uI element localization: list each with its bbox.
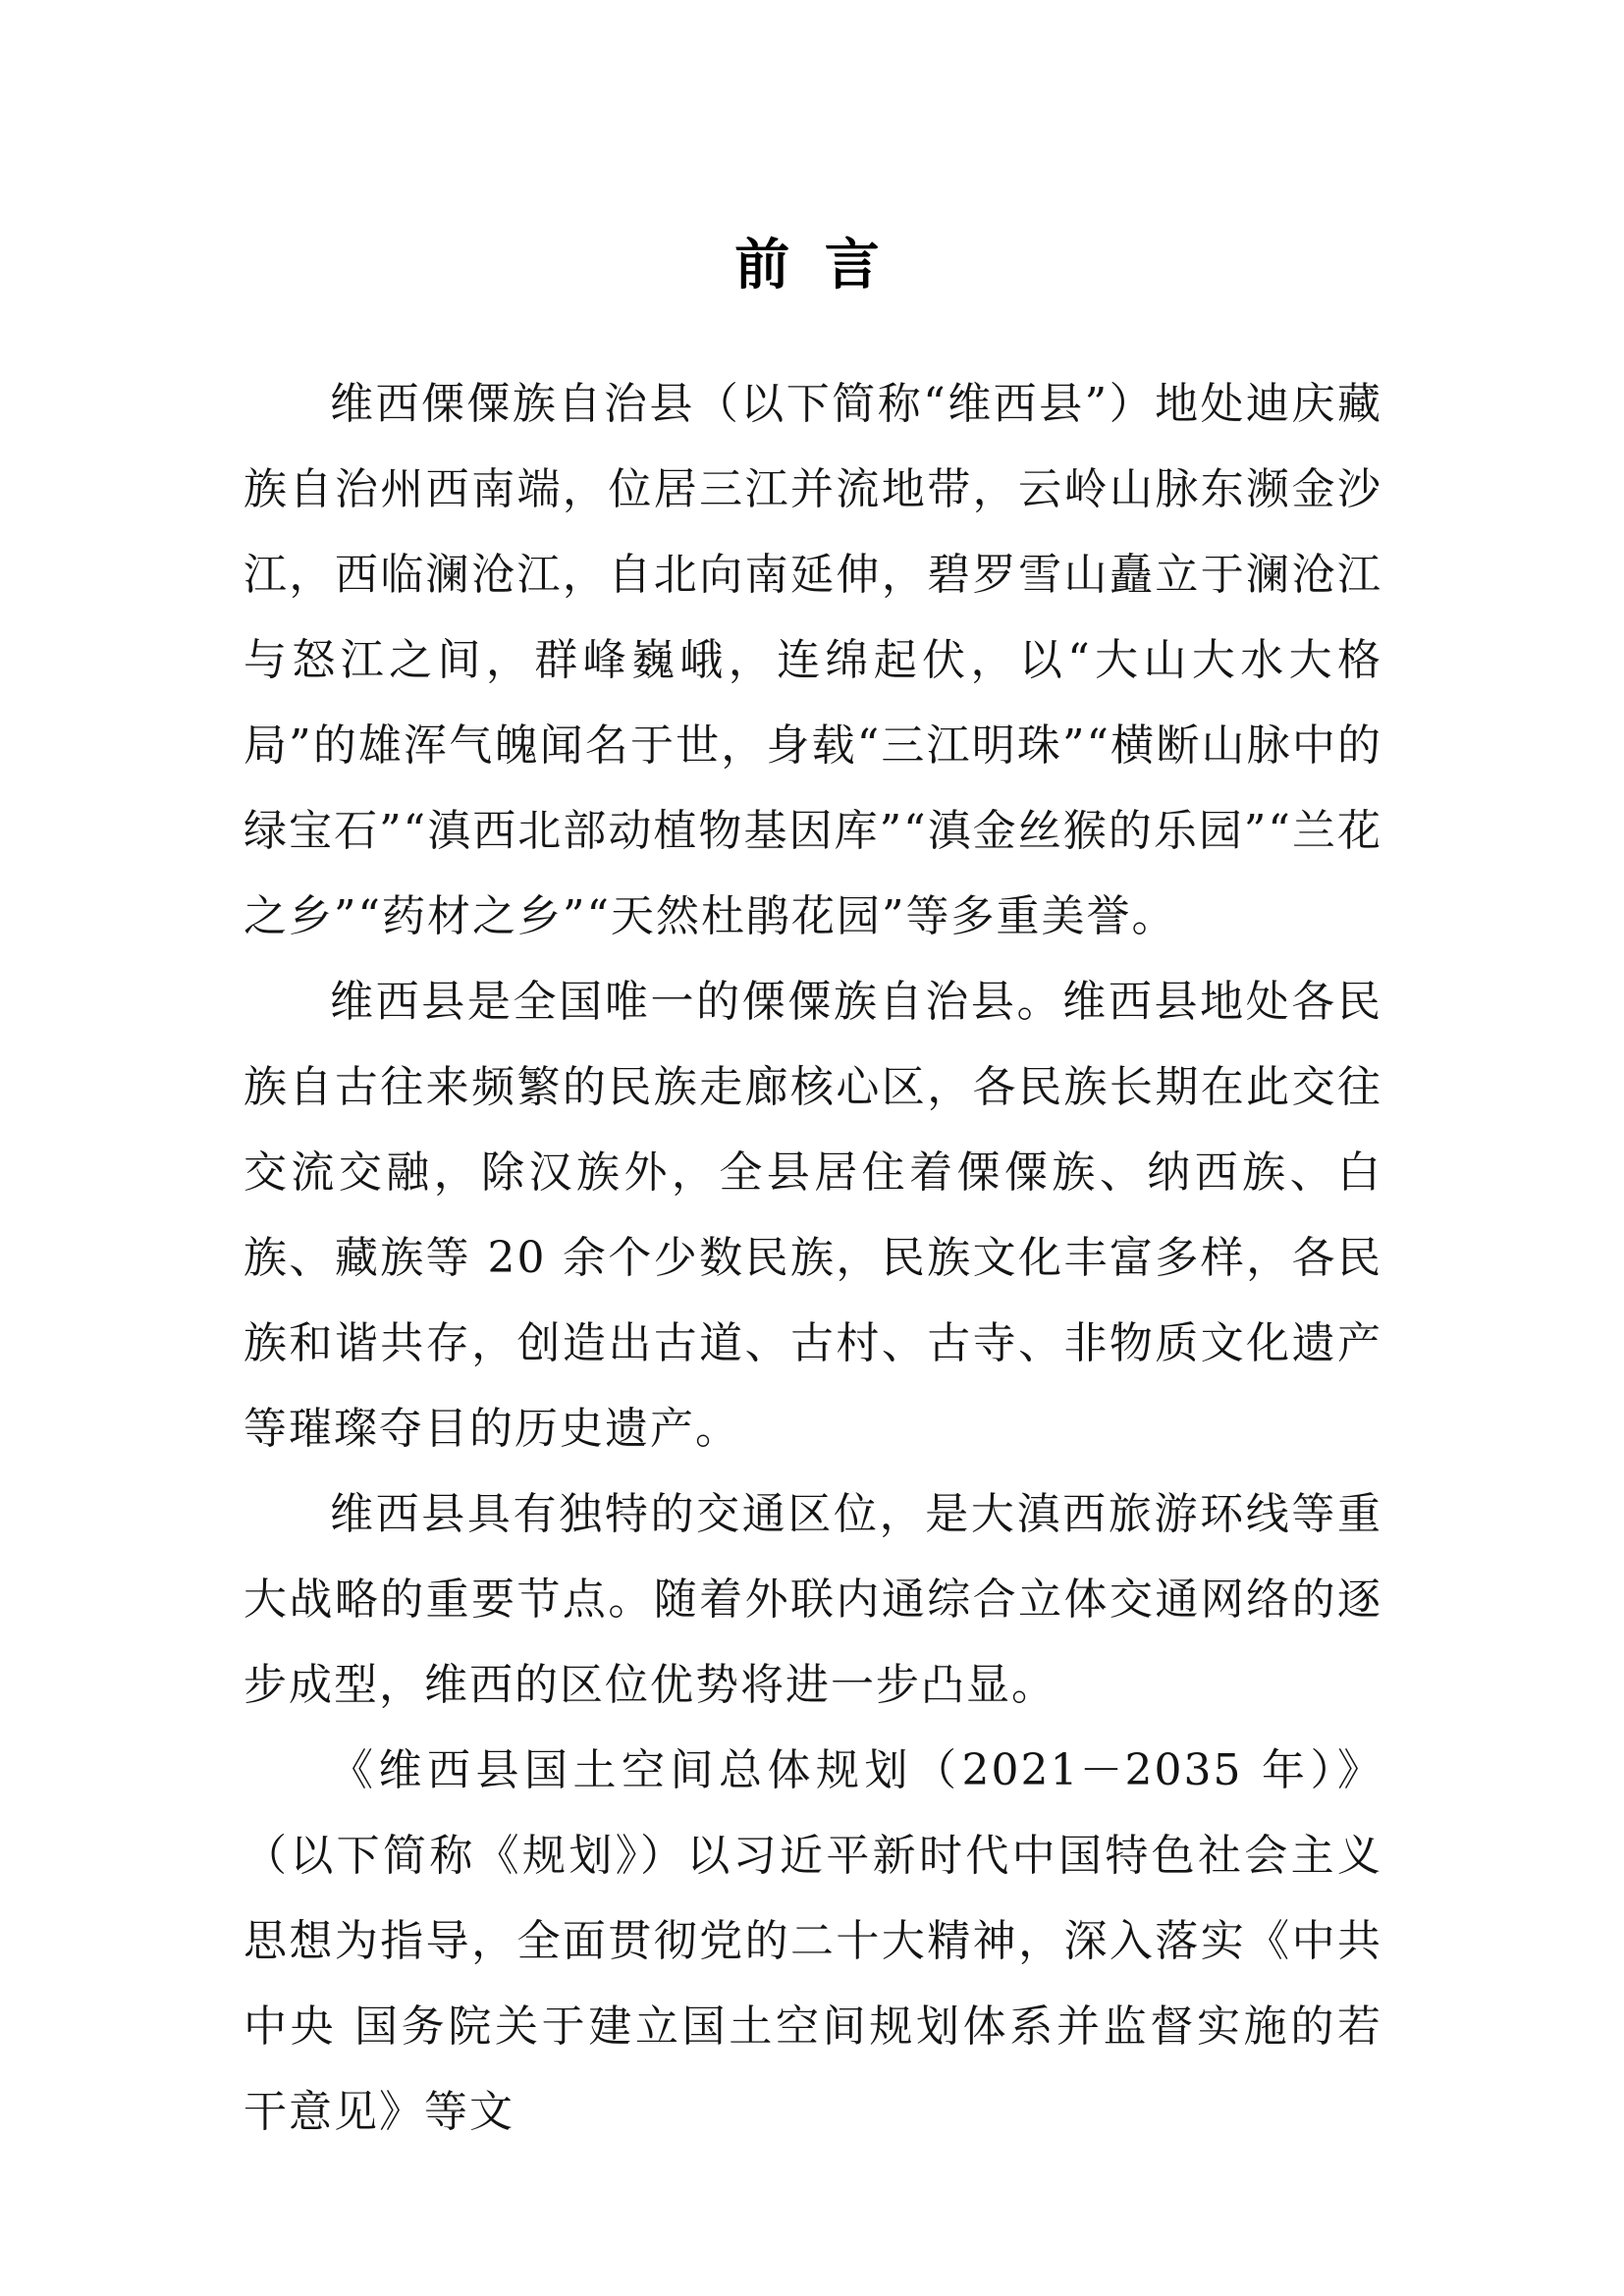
paragraph-plan-intro: 《维西县国土空间总体规划（2021－2035 年）》（以下简称《规划》）以习近平新时代中国特色社会主义思想为指导，全面贯彻党的二十大精神，深入落实《中共中央 国务院关于建立国土空间规划体系并监督实施的若干意见》等文 (244, 1745, 1382, 2137)
paragraph-ethnic-groups: 维西县是全国唯一的傈僳族自治县。维西县地处各民族自古往来频繁的民族走廊核心区，各民族长期在此交往交流交融，除汉族外，全县居住着傈僳族、纳西族、白族、藏族等 20 余个少数民族，民族文化丰富多样，各民族和谐共存，创造出古道、古村、古寺、非物质文化遗产等璀璨夺目的历史遗产。 (244, 977, 1382, 1454)
document-body (244, 361, 1382, 2155)
paragraph-overview: 维西傈僳族自治县（以下简称“维西县”）地处迪庆藏族自治州西南端，位居三江并流地带，云岭山脉东濒金沙江，西临澜沧江，自北向南延伸，碧罗雪山矗立于澜沧江与怒江之间，群峰巍峨，连绵起伏，以“大山大水大格局”的雄浑气魄闻名于世，身载“三江明珠”“横断山脉中的绿宝石”“滇西北部动植物基因库”“滇金丝猴的乐园”“兰花之乡”“药材之乡”“天然杜鹃花园”等多重美誉。 (244, 379, 1382, 941)
paragraph-transport-location: 维西县具有独特的交通区位，是大滇西旅游环线等重大战略的重要节点。随着外联内通综合立体交通网络的逐步成型，维西的区位优势将进一步凸显。 (244, 1489, 1382, 1710)
document-title: 前 言 (734, 234, 890, 295)
